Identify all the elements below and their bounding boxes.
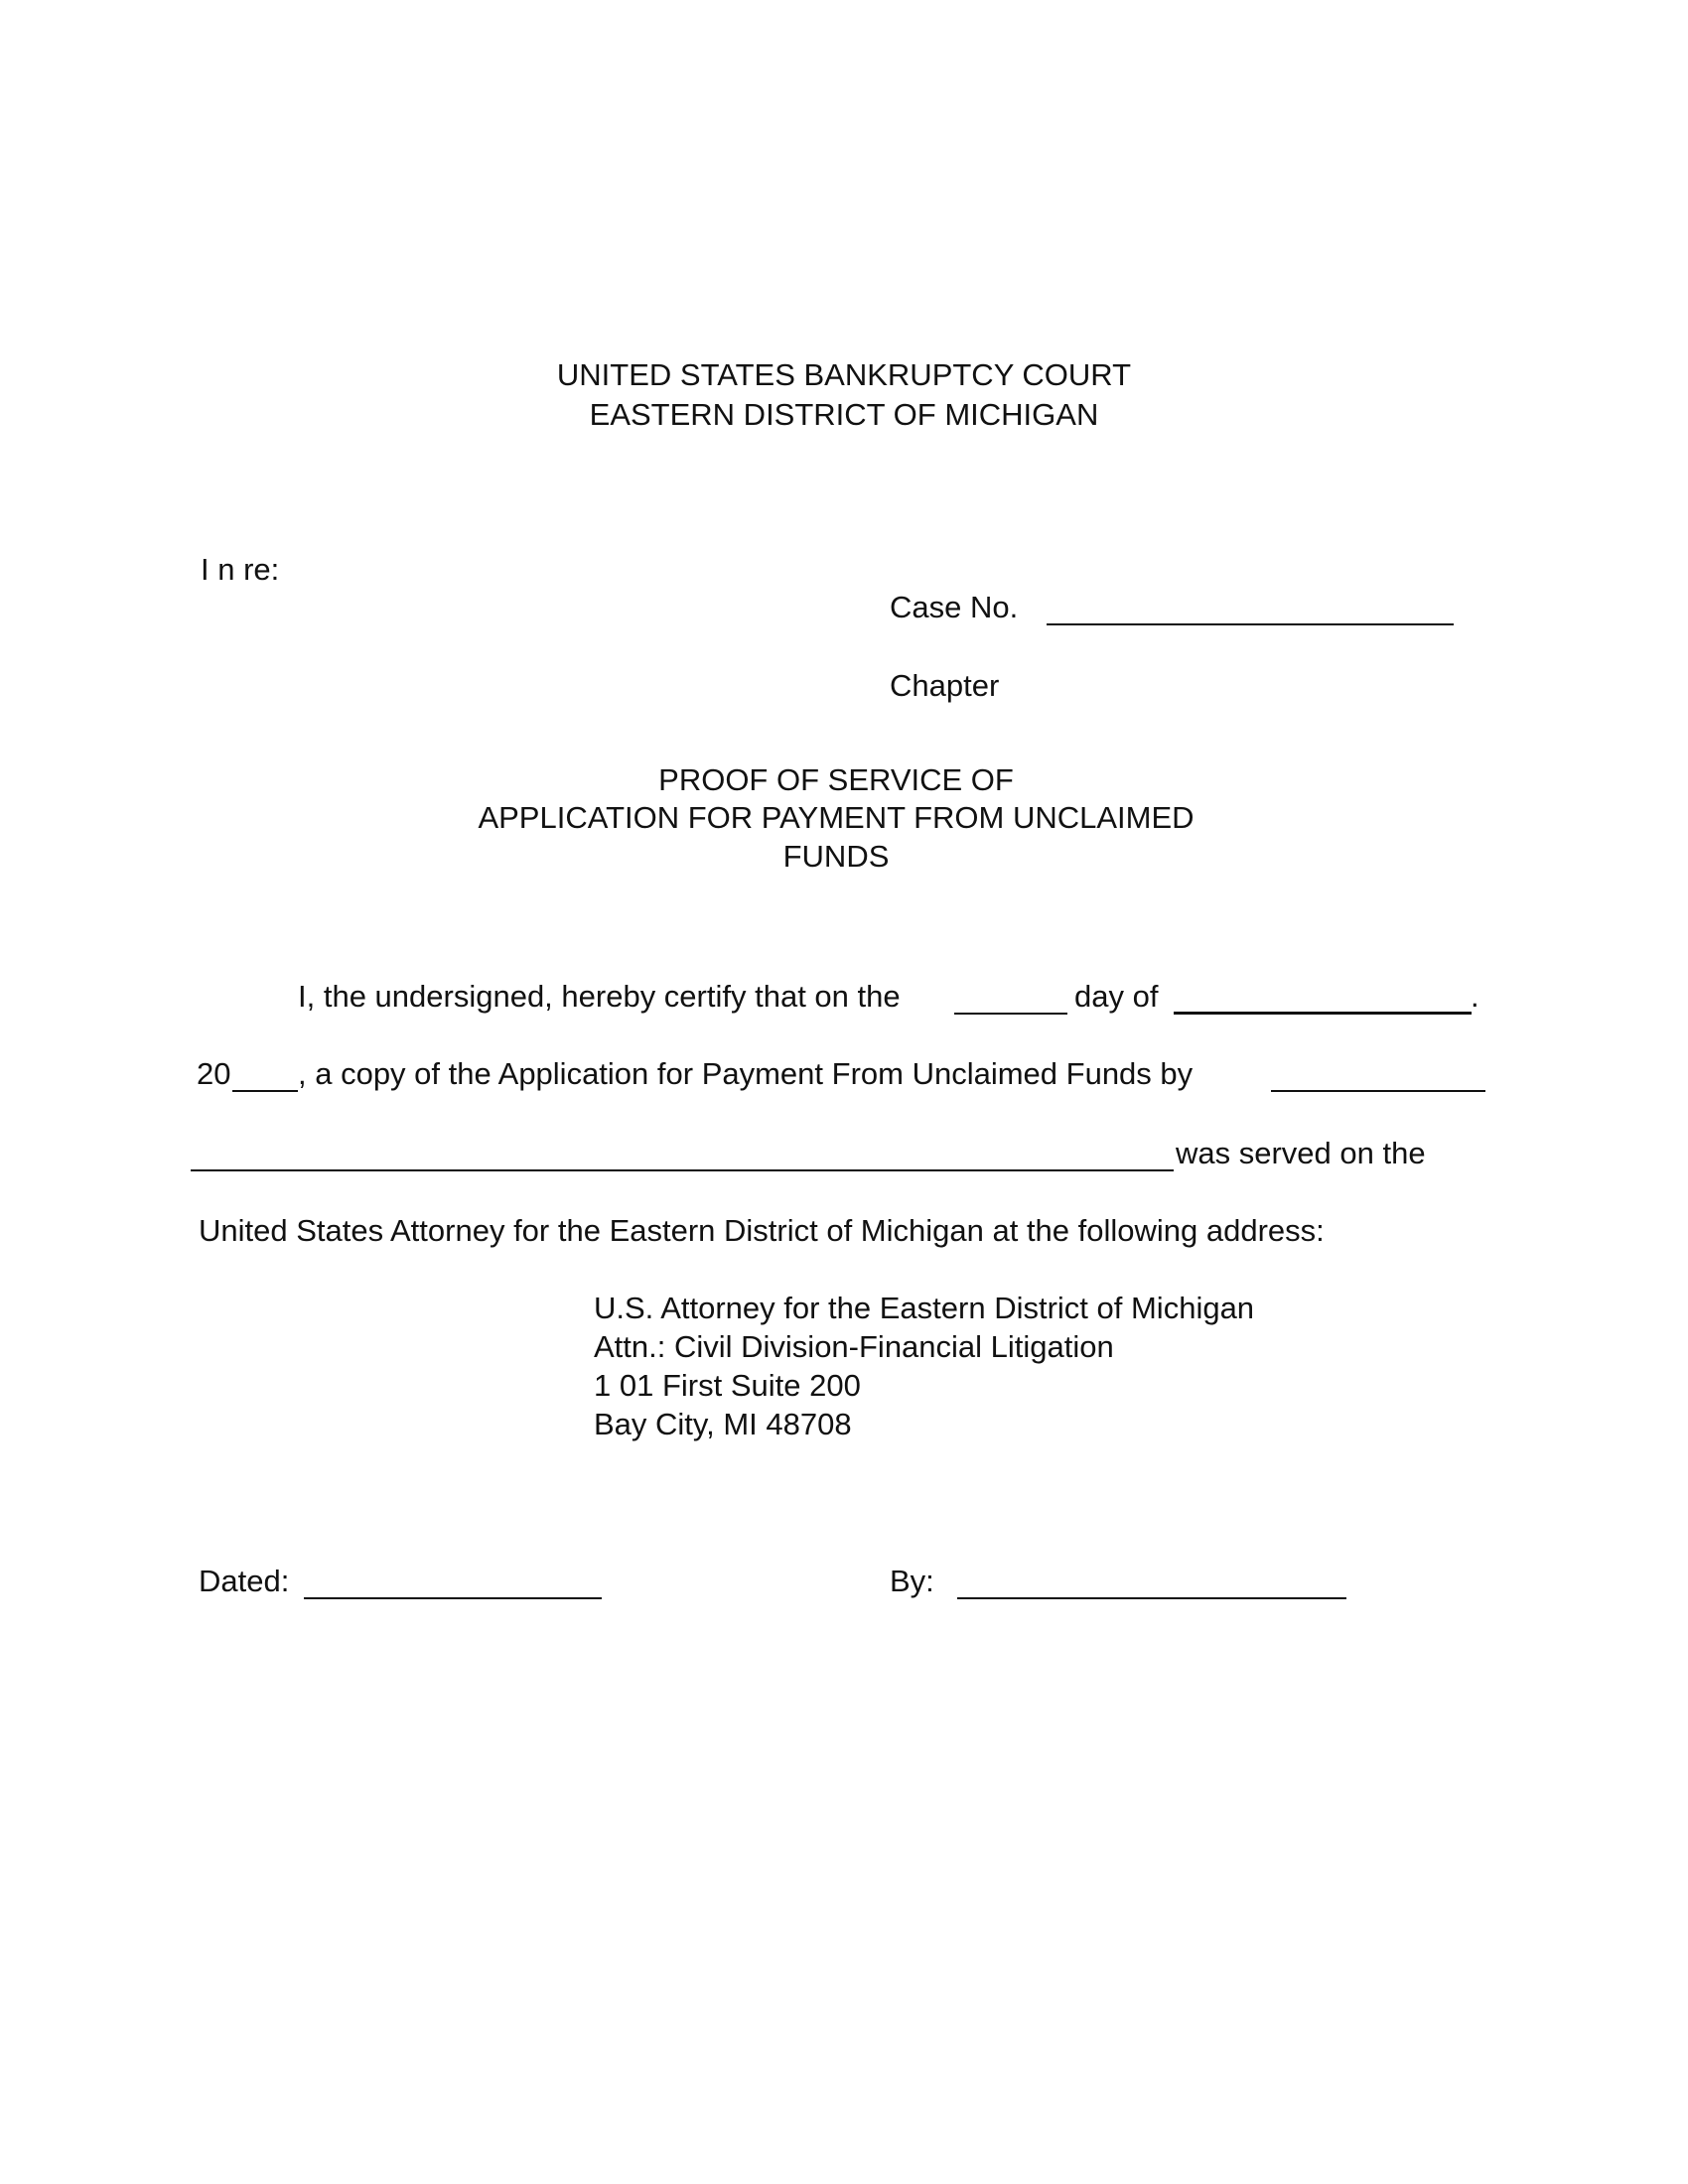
applicant-blank-1[interactable] <box>1271 1090 1485 1092</box>
document-title-line-1: PROOF OF SERVICE OF <box>658 762 1014 797</box>
year-blank[interactable] <box>232 1090 298 1092</box>
us-attorney-text: United States Attorney for the Eastern District of Michigan at the following address: <box>199 1213 1325 1248</box>
case-no-blank[interactable] <box>1047 623 1454 625</box>
line-period: . <box>1471 979 1479 1014</box>
document-title-line-2: APPLICATION FOR PAYMENT FROM UNCLAIMED <box>478 800 1195 835</box>
address-line-2: Attn.: Civil Division-Financial Litigation <box>594 1329 1114 1364</box>
court-name: UNITED STATES BANKRUPTCY COURT <box>556 357 1132 392</box>
case-no-label: Case No. <box>890 590 1019 624</box>
month-blank[interactable] <box>1174 1012 1472 1015</box>
dated-label: Dated: <box>199 1564 290 1598</box>
in-re-label: I n re: <box>201 552 280 587</box>
year-prefix: 20 <box>197 1056 231 1091</box>
copy-of-application-text: , a copy of the Application for Payment From Unclaimed Funds by <box>298 1056 1194 1091</box>
certify-text: I, the undersigned, hereby certify that on the <box>298 979 901 1014</box>
dated-blank[interactable] <box>304 1597 602 1599</box>
day-of-label: day of <box>1074 979 1159 1014</box>
signature-blank[interactable] <box>957 1597 1346 1599</box>
address-line-3: 1 01 First Suite 200 <box>594 1368 861 1403</box>
document-title-line-3: FUNDS <box>782 839 890 874</box>
court-district: EASTERN DISTRICT OF MICHIGAN <box>589 397 1099 432</box>
applicant-blank-2[interactable] <box>191 1169 1174 1171</box>
day-blank[interactable] <box>954 1013 1067 1015</box>
address-line-1: U.S. Attorney for the Eastern District of Michigan <box>594 1291 1255 1325</box>
by-label: By: <box>890 1564 934 1598</box>
served-on-text: was served on the <box>1176 1136 1426 1170</box>
address-line-4: Bay City, MI 48708 <box>594 1407 852 1441</box>
chapter-label: Chapter <box>890 668 1000 703</box>
